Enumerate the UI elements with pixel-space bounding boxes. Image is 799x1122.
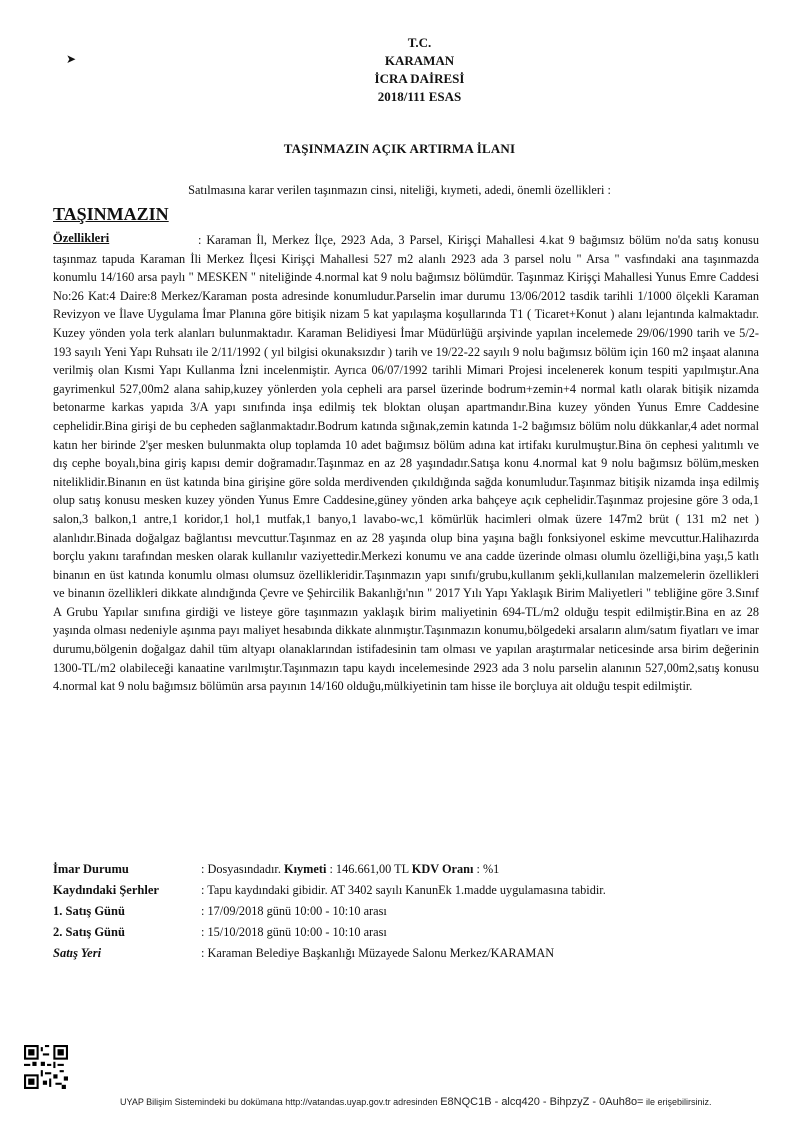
- info-table: [53, 862, 773, 967]
- satis2-label: 2. Satış Günü: [53, 925, 125, 939]
- features-text-block: [53, 231, 759, 696]
- features-text: : Karaman İl, Merkez İlçe, 2923 Ada, 3 Parsel, Kirişçi Mahallesi 4.kat 9 bağımsız bölüm no'da satış konusu taşınmaz tapuda Karaman İli Merkez İlçesi Kirişçi Mahallesi 527 m2 alanlı 2923 ada 3 parsel nolu " Arsa " vasfındaki ana taşınmazda konumlu 14/160 arsa paylı " MESKEN " niteliğinde 4.normal kat 9 nolu bağımsız bölümdür. Taşınmaz Kirişçi Mahallesi Yunus Emre Caddesi No:26 Kat:4 Daire:8 Merkez/Karaman posta adresinde konumludur.Parselin imar durumu 13/06/2012 tasdik tarihli 1/1000 ölçekli Karaman Revizyon ve İlave Uygulama İmar Planına göre bitişik nizam 5 kat yapılaşma koşullarında T1 ( Ticaret+Konut ) alanı lejantında kalmaktadır. Kuzey yönden yola terk alanları bulunmaktadır. Karaman Belidiyesi İmar Müdürlüğü arşivinde yapılan incelemede 29/06/1990 tarih ve 5/2-193 sayılı Yeni Yapı Ruhsatı ile 2/11/1992 ( yıl bilgisi okunaksızdır ) tarih ve 19/22-22 sayılı 9 nolu bağımsız bölüm için 160 m2 inşaat alanına verilmiş olan Kısmi Yapı Kullanma İzni incelenmiştir. Ayrıca 06/07/1992 tarihli Mimari Projesi incelenerek konum tespiti yapılmıştır.Ana gayrimenkul 527,00m2 alana sahip,kuzey yönlerden yola cepheli ara parsel üzerinde bodrum+zemin+4 normal katlı olarak bitişik nizamda betonarme karkas yapıda 3/A yapı sınıfında inşa edilmiş tek bloktan oluşan apartmandır.Bina kuzey yönden Yunus Emre Caddesine cephelidir.Bina girişi de bu cepheden sağlanmaktadır.Bodrum katında sığınak,zemin katında 1-2 bağımsız bölüm nolu dükkanlar,4 adet normal katın her birinde 2'şer mesken bulunmakta olup toplamda 10 adet bağımsız bölüm adına kat irtifakı kurulmuştur.Bina ön cephesi yalıtımlı ve dış cephe boyalı,bina giriş kapısı demir doğramadır.Taşınmaz en az 28 yaşındadır.Satışa konu 4.normal kat 9 nolu bağımsız bölüm,mesken niteliklidir.Binanın en üst katında bina girişine göre solda merdivenden çıkıldığında sağda konumludur.Taşınmaz bitişik nizamda inşa edilmiş olup satış konusu mesken kuzey yönden Yunus Emre Caddesine,güney yönden arka bahçeye açık cephelidir.Taşınmaz projesine göre 3 oda,1 salon,3 balkon,1 antre,1 koridor,1 hol,1 mutfak,1 banyo,1 lavabo-wc,1 kömürlük hacimleri olmak üzere 147m2 brüt ( 131 m2 net ) alanlıdır.Binada doğalgaz bağlantısı mevcuttur.Taşınmaz en az 28 yaşında olup bina yaşına bağlı fonksiyonel eskime mevcuttur.Halihazırda borçlu yakını tarafından mesken olarak kullanılır vaziyettedir.Merkezi konumu ve ana cadde üzerinde olması olumlu özelliği,bina yaşı,5 katlı binanın en üst katında konumlu olması olumsuz özellikleridir.Taşınmazın yapı sınıfı/grubu,kullanım şekli,kullanılan malzemelerin özellikleri ve binanın özellikleri dikkate alındığında Çevre ve Şehircilik Bakanlığı'nın " 2017 Yılı Yapı Yaklaşık Birim Maliyetleri " tebliğine göre 3.Sınıf A Grubu Yapılar sınıfına girdiği ve listeye göre taşınmazın yaklaşık birim maliyetinin 694-TL/m2 olduğu tespit edilmiştir.Bina en az 28 yaşında olması nedeniyle aşınma payı maliyet hesabında dikkate alınmıştır.Taşınmazın konumu,bölgedeki arsaların alım/satım fiyatları ve imar durumu,bölgenin doğalgaz dahil tüm altyapı olanaklarından istifadesinin tam olması ve yapılan araştırmalar neticesinde arsa birim değerinin 1300-TL/m2 olabileceği kanaatine varılmıştır.Taşınmazın tapu kaydı incelemesinde 2923 ada 3 nolu parselin alanının 527,00m2,satış konusu 4.normal kat 9 nolu bağımsız bölümün arsa payının 14/160 olduğu,mülkiyetinin tam hisse ile borçluya ait olduğu tespit edilmiştir.: [53, 233, 759, 694]
- yer-value: : Karaman Belediye Başkanlığı Müzayede Salonu Merkez/KARAMAN: [201, 946, 555, 960]
- header-city: KARAMAN: [384, 53, 455, 68]
- section-title: TAŞINMAZIN: [53, 204, 169, 224]
- qr-code-icon: [24, 1045, 68, 1089]
- info-row-satis2: [53, 925, 773, 946]
- features-label: Özellikleri: [53, 231, 110, 245]
- header-tc: T.C.: [407, 35, 432, 50]
- info-row-yer: [53, 946, 773, 967]
- intro-text: Satılmasına karar verilen taşınmazın cinsi, niteliği, kıymeti, adedi, önemli özellikleri :: [188, 183, 611, 197]
- document-header: [0, 34, 799, 106]
- satis1-value: : 17/09/2018 günü 10:00 - 10:10 arası: [201, 904, 387, 918]
- footer-text-before: UYAP Bilişim Sistemindeki bu dokümana http://vatandas.uyap.gov.tr adresinden: [120, 1097, 438, 1107]
- kdv-label: KDV Oranı: [411, 862, 474, 876]
- satis2-value: : 15/10/2018 günü 10:00 - 10:10 arası: [201, 925, 387, 939]
- serhler-value: : Tapu kaydındaki gibidir. AT 3402 sayılı KanunEk 1.madde uygulamasına tabidir.: [201, 883, 606, 897]
- satis1-label: 1. Satış Günü: [53, 904, 125, 918]
- imar-value: : Dosyasındadır.: [201, 862, 281, 876]
- yer-label: Satış Yeri: [53, 946, 102, 960]
- serhler-label: Kaydındaki Şerhler: [53, 883, 159, 897]
- arrow-mark-icon: ➤: [66, 52, 77, 66]
- header-office: İCRA DAİRESİ: [374, 71, 465, 86]
- info-row-serhler: [53, 883, 773, 904]
- header-case-number: 2018/111 ESAS: [377, 89, 462, 104]
- footer-text-after: ile erişebilirsiniz.: [646, 1097, 712, 1107]
- footer-verification: [120, 1096, 780, 1108]
- footer-verification-code: E8NQC1B - alcq420 - BihpzyZ - 0Auh8o=: [440, 1096, 644, 1108]
- kiymet-label: Kıymeti: [284, 862, 327, 876]
- imar-label: İmar Durumu: [53, 862, 129, 876]
- kdv-value: : %1: [476, 862, 500, 876]
- kiymet-value: : 146.661,00 TL: [329, 862, 409, 876]
- document-title: TAŞINMAZIN AÇIK ARTIRMA İLANI: [283, 141, 516, 156]
- info-row-imar: [53, 862, 773, 883]
- info-row-satis1: [53, 904, 773, 925]
